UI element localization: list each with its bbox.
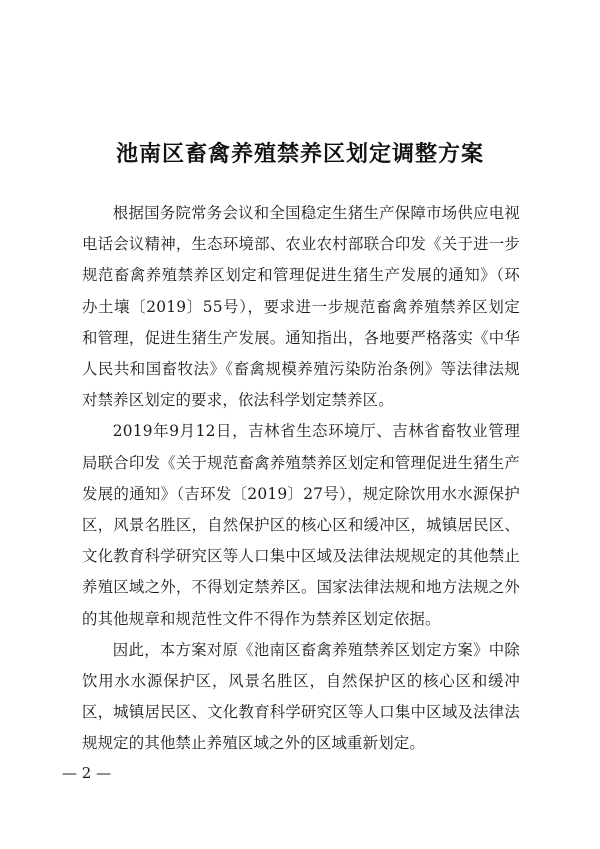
document-body bbox=[82, 198, 520, 760]
paragraph-2: 2019年9月12日，吉林省生态环境厅、吉林省畜牧业管理局联合印发《关于规范畜禽养殖禁养区划定和管理促进生猪生产发展的通知》（吉环发〔2019〕27号），规定除饮用水水源保护区，风景名胜区，自然保护区的核心区和缓冲区，城镇居民区、文化教育科学研究区等人口集中区域及法律法规规定的其他禁止养殖区域之外，不得划定禁养区。国家法律法规和地方法规之外的其他规章和规范性文件不得作为禁养区划定依据。 bbox=[82, 422, 520, 628]
paragraph-1: 根据国务院常务会议和全国稳定生猪生产保障市场供应电视电话会议精神，生态环境部、农业农村部联合印发《关于进一步规范畜禽养殖禁养区划定和管理促进生猪生产发展的通知》（环办土壤〔2019〕55号），要求进一步规范畜禽养殖禁养区划定和管理，促进生猪生产发展。通知指出，各地要严格落实《中华人民共和国畜牧法》《畜禽规模养殖污染防治条例》等法律法规对禁养区划定的要求，依法科学划定禁养区。 bbox=[82, 204, 520, 410]
paragraph-3: 因此，本方案对原《池南区畜禽养殖禁养区划定方案》中除饮用水水源保护区，风景名胜区，自然保护区的核心区和缓冲区，城镇居民区、文化教育科学研究区等人口集中区域及法律法规规定的其他禁止养殖区域之外的区域重新划定。 bbox=[82, 640, 520, 753]
document-title: 池南区畜禽养殖禁养区划定调整方案 bbox=[115, 142, 484, 167]
page-number: — 2 — bbox=[62, 764, 112, 782]
